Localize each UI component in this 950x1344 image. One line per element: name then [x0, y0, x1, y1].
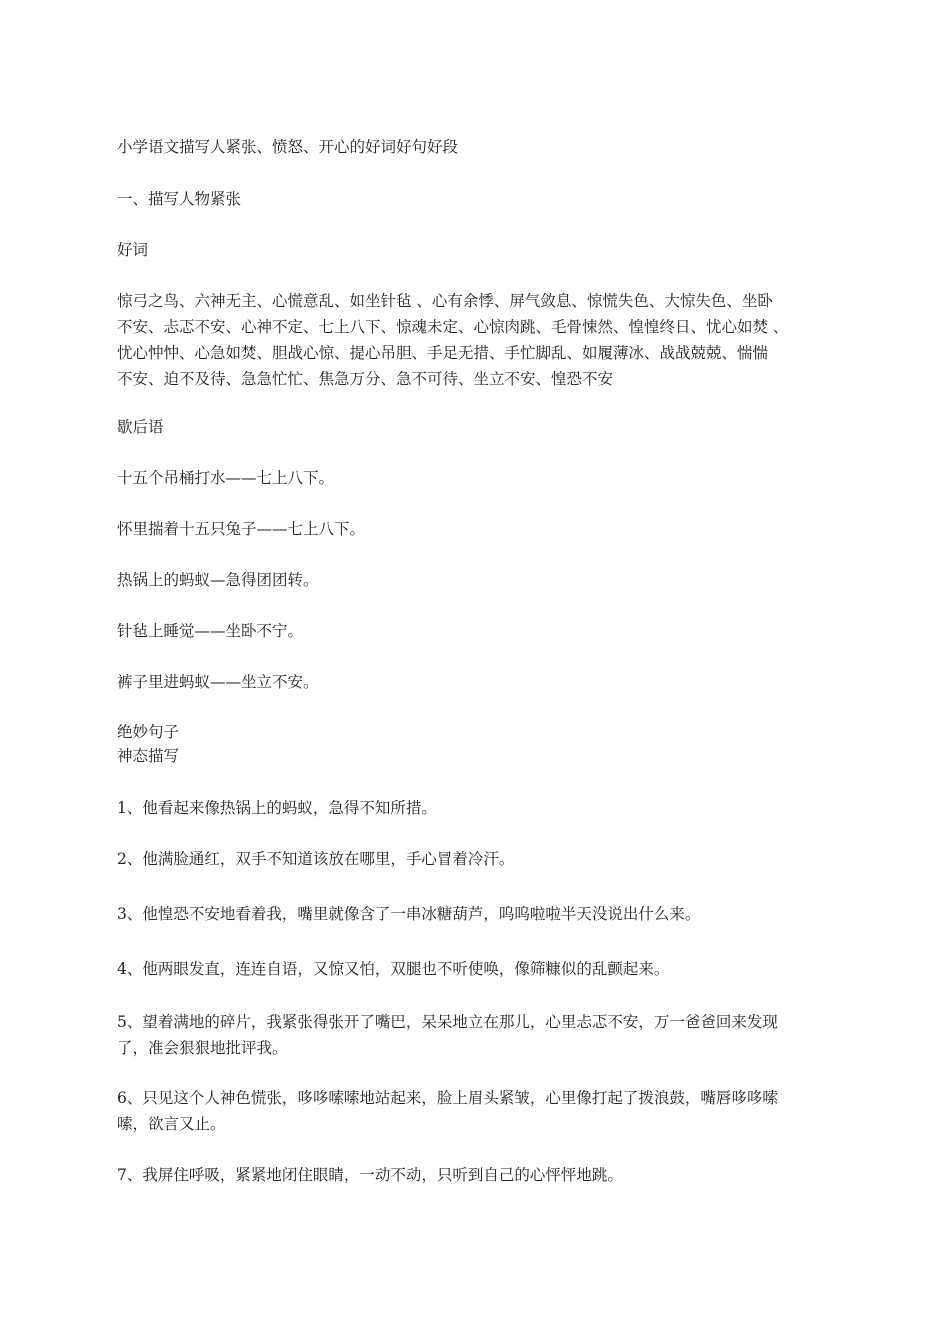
sentence-line: 5、望着满地的碎片，我紧张得张开了嘴巴，呆呆地立在那儿，心里忐忑不安，万一爸爸回来发现	[117, 1013, 778, 1031]
sentence-item: 1、他看起来像热锅上的蚂蚁，急得不知所措。	[117, 799, 437, 817]
document-title: 小学语文描写人紧张、愤怒、开心的好词好句好段	[117, 138, 459, 156]
sentence-item: 2、他满脸通红，双手不知道该放在哪里，手心冒着冷汗。	[117, 850, 515, 868]
sentence-item: 3、他惶恐不安地看着我，嘴里就像含了一串冰糖葫芦，呜呜啦啦半天没说出什么来。	[117, 905, 701, 923]
xiehouyu-item: 热锅上的蚂蚁—急得团团转。	[117, 571, 319, 589]
sentence-line: 嗦，欲言又止。	[117, 1115, 226, 1133]
section-heading: 一、描写人物紧张	[117, 190, 242, 208]
sentence-item: 4、他两眼发直，连连自语，又惊又怕，双腿也不听使唤，像筛糠似的乱颤起来。	[117, 960, 670, 978]
xiehouyu-item: 怀里揣着十五只兔子——七上八下。	[117, 520, 366, 538]
good-words-line: 不安、忐忑不安、心神不定、七上八下、惊魂未定、心惊肉跳、毛骨悚然、惶惶终日、忧心如焚 、	[117, 318, 789, 336]
xiehouyu-heading: 歇后语	[117, 418, 164, 436]
demeanor-heading: 神态描写	[117, 747, 180, 765]
xiehouyu-item: 针毡上睡觉——坐卧不宁。	[117, 622, 304, 640]
good-words-line: 忧心忡忡、心急如焚、胆战心惊、提心吊胆、手足无措、手忙脚乱、如履薄冰、战战兢兢、惴惴	[117, 344, 769, 362]
good-words-line: 不安、迫不及待、急急忙忙、焦急万分、急不可待、坐立不安、惶恐不安	[117, 370, 614, 388]
sentence-line: 6、只见这个人神色慌张，哆哆嗦嗦地站起来，脸上眉头紧皱，心里像打起了拨浪鼓，嘴唇哆哆嗦	[117, 1089, 778, 1107]
xiehouyu-item: 十五个吊桶打水——七上八下。	[117, 469, 335, 487]
good-words-line: 惊弓之鸟、六神无主、心慌意乱、如坐针毡 、心有余悸、屏气敛息、惊慌失色、大惊失色、坐卧	[117, 292, 773, 310]
sentence-item: 7、我屏住呼吸，紧紧地闭住眼睛，一动不动，只听到自己的心怦怦地跳。	[117, 1166, 623, 1184]
xiehouyu-item: 裤子里进蚂蚁——坐立不安。	[117, 673, 319, 691]
good-words-heading: 好词	[117, 241, 149, 259]
sentence-line: 了，准会狠狠地批评我。	[117, 1039, 288, 1057]
sentences-heading: 绝妙句子	[117, 723, 180, 741]
